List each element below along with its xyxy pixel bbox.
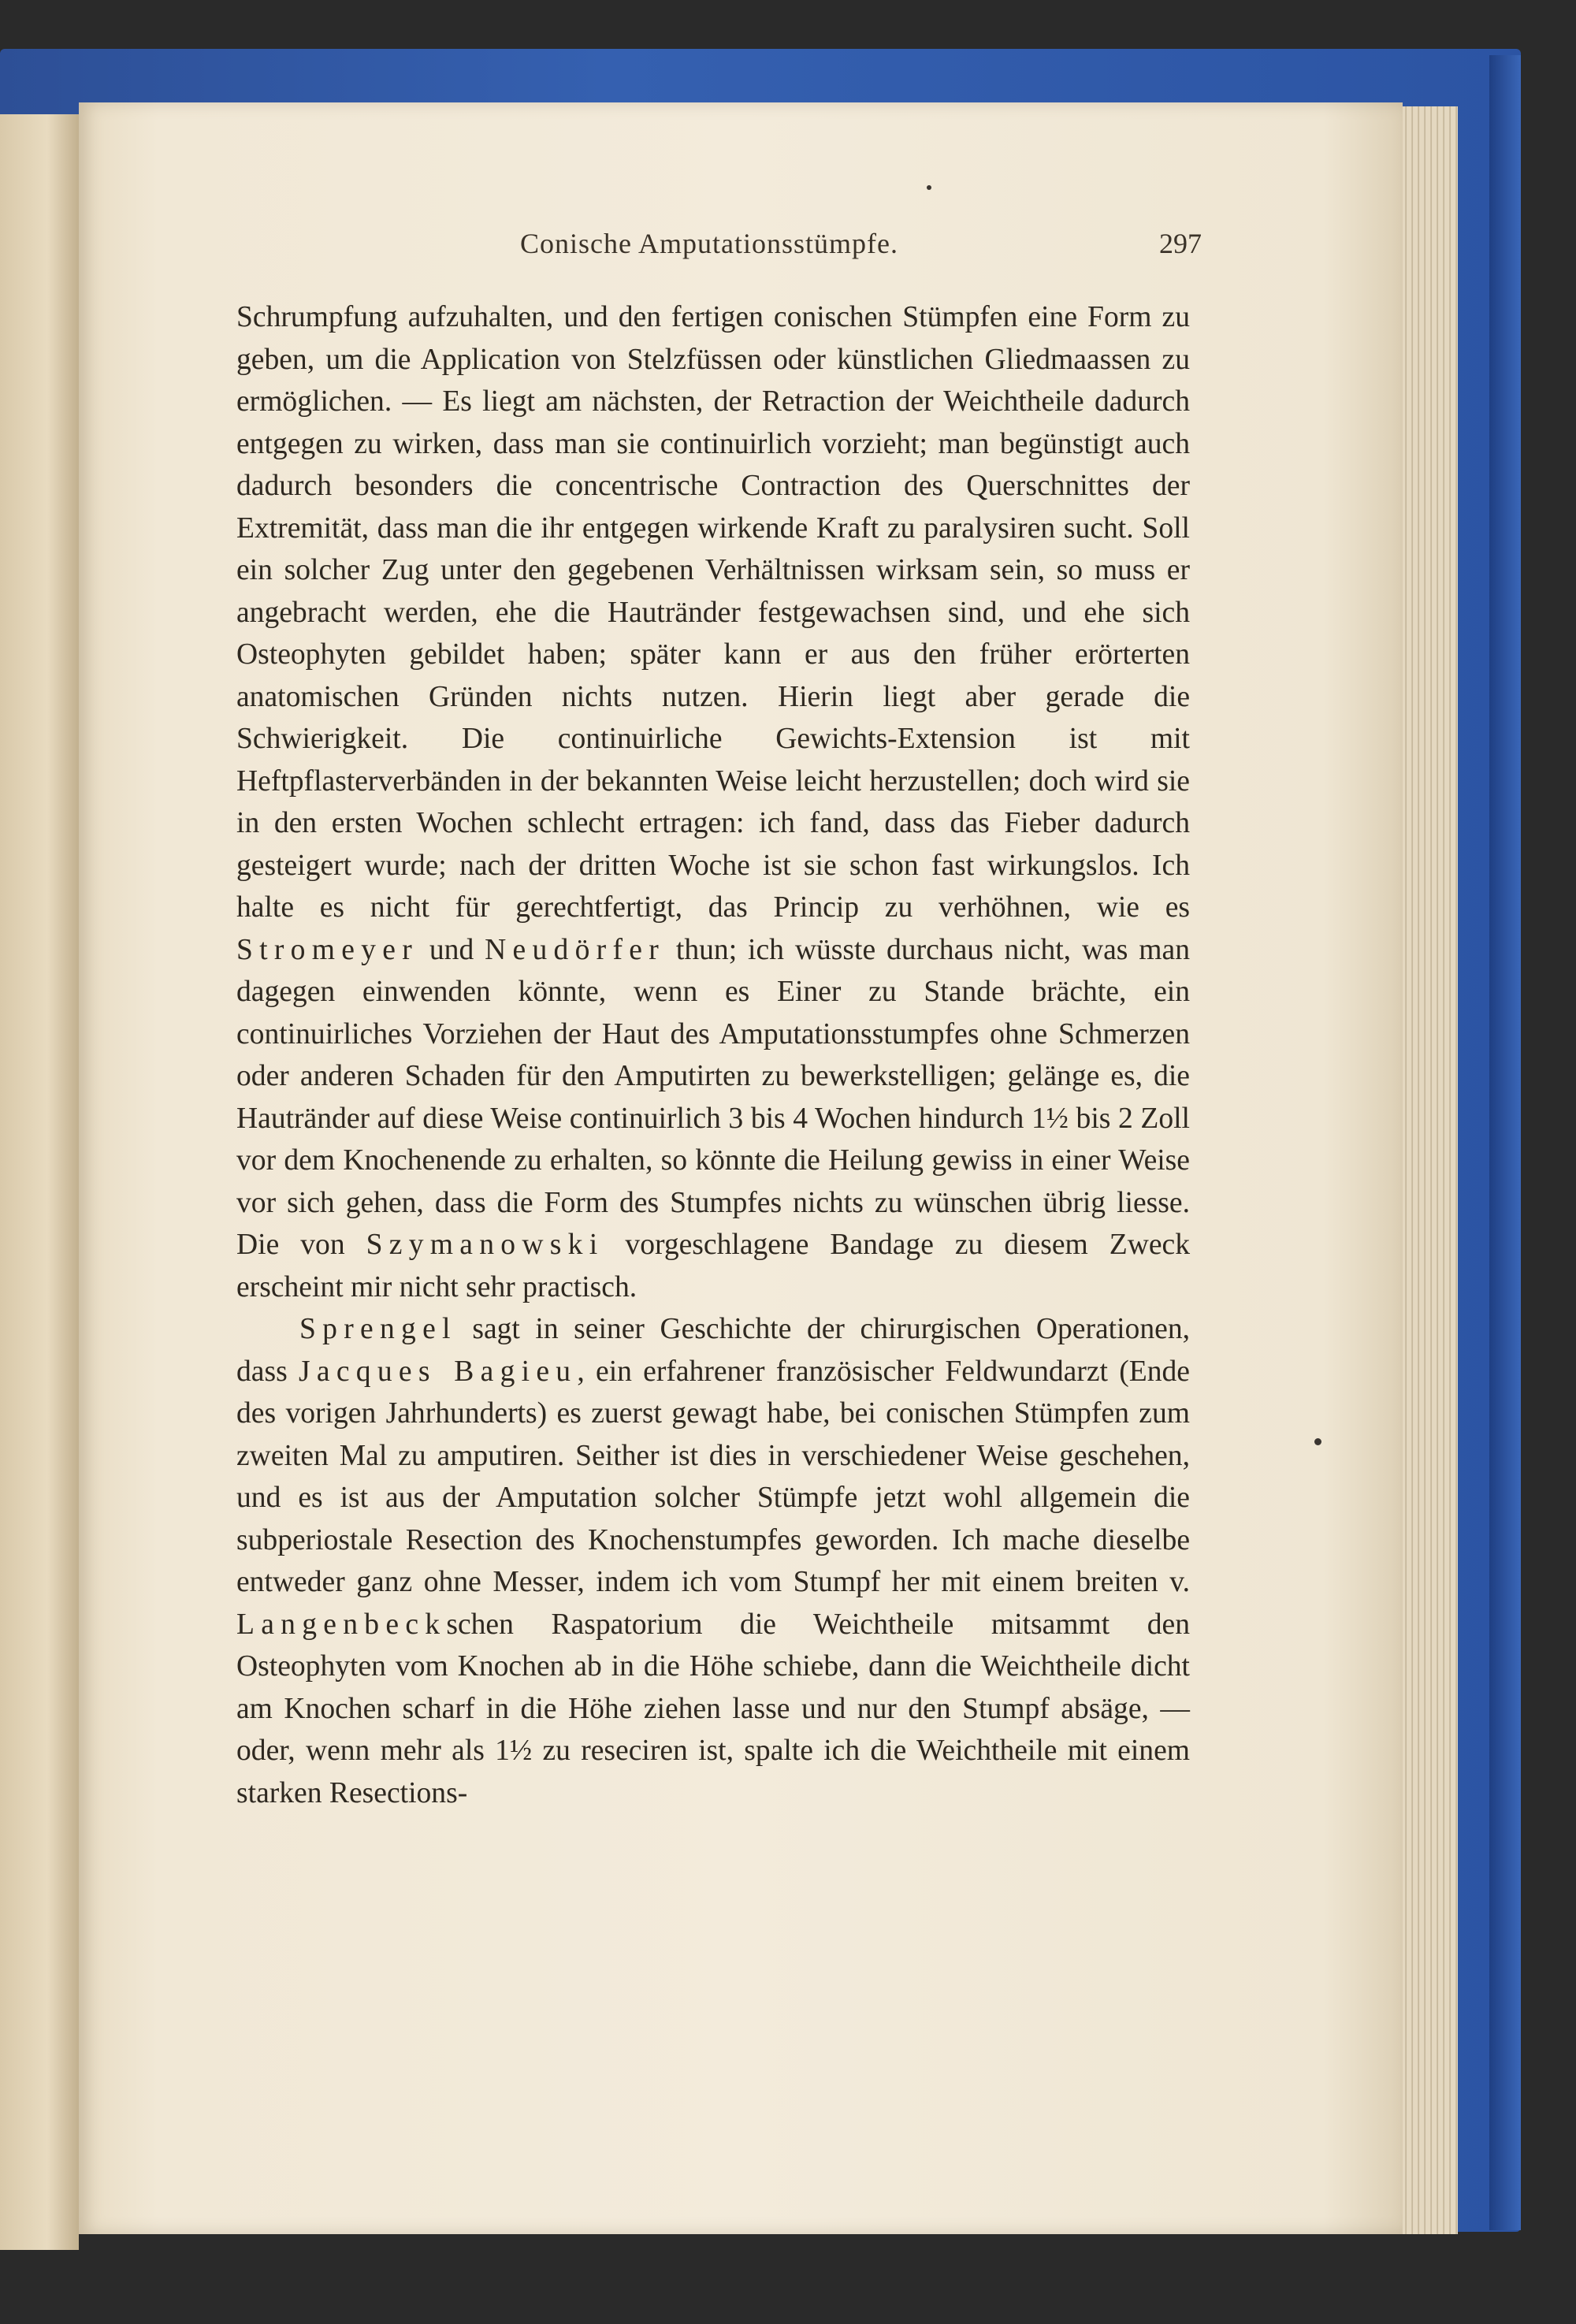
text-run: vorgeschlagene Bandage zu diesem Zweck erscheint mir nicht sehr practisch.	[236, 1229, 1190, 1303]
text-run: und	[418, 933, 485, 966]
text-run: thun; ich wüsste durchaus nicht, was man dagegen einwenden könnte, wenn es Einer zu Stande brächte, ein continuirliches Vorziehen der Haut des Amputationsstumpfes ohne Schmerzen oder anderen Schaden für den Amputirten zu bewerkstelligen; gelänge es, die Hautränder auf diese Weise continuirlich 3 bis 4 Wochen hindurch 1½ bis 2 Zoll vor dem Knochenende zu erhalten, so könnte die Heilung gewiss in einer Weise vor sich gehen, dass die Form des Stumpfes nichts zu wünschen übrig liesse. Die von	[236, 933, 1190, 1261]
text-run: sagt in seiner Geschichte der chirurgischen Operationen, dass	[236, 1313, 1190, 1388]
text-run: schen Raspatorium die Weichtheile mitsammt den Osteophyten vom Knochen ab in die Höhe schiebe, dann die Weichtheile dicht am Knochen scharf in die Höhe ziehen lasse und nur den Stumpf absäge, — oder, wenn mehr als 1½ zu reseciren ist, spalte ich die Weichtheile mit einem starken Resections-	[236, 1608, 1190, 1809]
author-name: Neudörfer	[485, 933, 665, 966]
author-name: Szymanowski	[366, 1229, 604, 1261]
author-name: Sprengel	[299, 1313, 457, 1345]
left-page-edge	[0, 114, 79, 2250]
paragraph	[236, 1308, 1190, 1814]
author-name: Langenbeck	[236, 1608, 447, 1641]
text-run: Schrumpfung aufzuhalten, und den fertigen conischen Stümpfen eine Form zu geben, um die Application von Stelzfüssen oder künstlichen Gliedmaassen zu ermöglichen. — Es liegt am nächsten, der Retraction der Weichtheile dadurch entgegen zu wirken, dass man sie continuirlich vorzieht; man begünstigt auch dadurch besonders die concentrische Contraction des Querschnittes der Extremität, dass man die ihr entgegen wirkende Kraft zu paralysiren sucht. Soll ein solcher Zug unter den gegebenen Verhältnissen wirksam sein, so muss er angebracht werden, ehe die Hautränder festgewachsen sind, und ehe sich Osteophyten gebildet haben; später kann er aus den früher erörterten anatomischen Gründen nichts nutzen. Hierin liegt aber gerade die Schwierigkeit. Die continuirliche Gewichts-Extension ist mit Heftpflasterverbänden in der bekannten Weise leicht herzustellen; doch wird sie in den ersten Wochen schlecht ertragen: ich fand, dass das Fieber dadurch gesteigert wurde; nach der dritten Woche ist sie schon fast wirkungslos. Ich halte es nicht für gerechtfertigt, das Princip zu verhöhnen, wie es	[236, 301, 1190, 924]
running-title: Conische Amputationsstümpfe.	[520, 228, 898, 259]
ink-speck	[927, 185, 931, 190]
author-name: Jacques Bagieu	[298, 1355, 578, 1388]
page-stack-edge	[1395, 106, 1458, 2234]
page-number: 297	[1159, 228, 1202, 259]
book-cover-edge	[1489, 55, 1521, 2230]
author-name: Stromeyer	[236, 933, 418, 966]
body-text	[236, 296, 1190, 1814]
ink-speck	[1314, 1438, 1321, 1445]
running-header	[236, 227, 1202, 266]
text-run: , ein erfahrener französischer Feldwundarzt (Ende des vorigen Jahrhunderts) es zuerst gewagt habe, bei conischen Stümpfen zum zweiten Mal zu amputiren. Seither ist dies in verschiedener Weise geschehen, und es ist aus der Amputation solcher Stümpfe jetzt wohl allgemein die subperiostale Resection des Knochenstumpfes geworden. Ich mache dieselbe entweder ganz ohne Messer, indem ich vom Stumpf her mit einem breiten v.	[236, 1355, 1190, 1598]
paragraph	[236, 296, 1190, 1308]
